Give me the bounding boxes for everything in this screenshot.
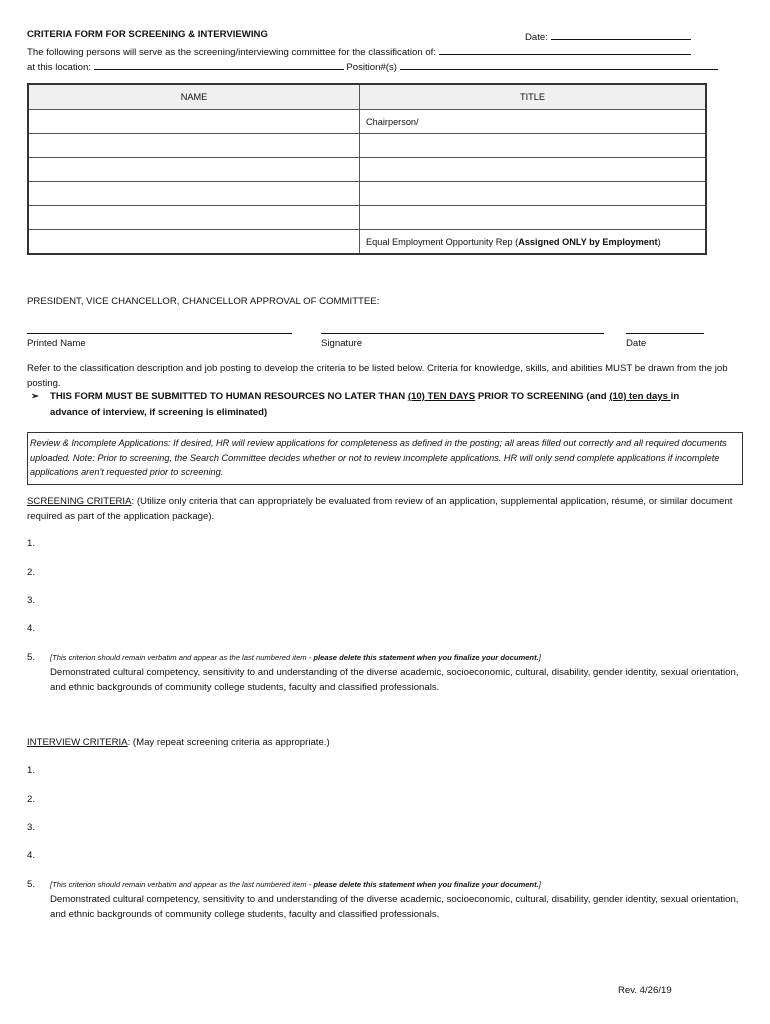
interview-item5-text: Demonstrated cultural competency, sensitivity to and understanding of the diverse academic, socioeconomic, cultural, disability, gender identity, sexual orientation, and ethnic backgrounds of community college students, faculty and classified professionals.: [50, 894, 739, 920]
name-cell[interactable]: [28, 182, 360, 206]
note-text: [This criterion should remain verbatim and appear as the last numbered item -: [50, 653, 314, 662]
title-cell[interactable]: [360, 134, 707, 158]
interview-item-number: 3.: [27, 822, 36, 833]
note-close: ]: [538, 880, 541, 889]
name-cell[interactable]: [28, 230, 360, 255]
approval-date-line[interactable]: [626, 333, 704, 334]
approval-heading: PRESIDENT, VICE CHANCELLOR, CHANCELLOR APPROVAL OF COMMITTEE:: [27, 296, 380, 307]
classification-row: [27, 44, 691, 58]
title-cell[interactable]: Chairperson/: [360, 110, 707, 134]
interview-intro-text: : (May repeat screening criteria as appropriate.): [127, 737, 330, 748]
note-bold: please delete this statement when you finalize your document.: [313, 880, 539, 889]
location-input-line[interactable]: [94, 59, 344, 70]
committee-table: [27, 83, 707, 255]
screening-item-number: 5.: [27, 652, 36, 663]
note-text: [This criterion should remain verbatim and appear as the last numbered item -: [50, 880, 314, 889]
form-title: CRITERIA FORM FOR SCREENING & INTERVIEWING: [27, 29, 268, 40]
table-row: [28, 182, 706, 206]
note-bold: please delete this statement when you finalize your document.: [313, 653, 539, 662]
table-row: [28, 206, 706, 230]
eeo-title-cell[interactable]: [360, 230, 707, 255]
deadline-text-2: PRIOR TO SCREENING (and: [475, 391, 610, 402]
screening-item5-text: Demonstrated cultural competency, sensitivity to and understanding of the diverse academic, socioeconomic, cultural, disability, gender identity, sexual orientation, and ethnic backgrounds of community college students, faculty and classified professionals.: [50, 667, 739, 693]
date-field-row: [525, 29, 691, 43]
deadline-notice: [50, 391, 679, 402]
refer-instructions: Refer to the classification description and job posting to develop the criteria to be listed below. Criteria for knowledge, skills, and abilities MUST be drawn from the job posting.: [27, 363, 728, 389]
title-cell[interactable]: [360, 206, 707, 230]
position-input-line[interactable]: [400, 59, 718, 70]
location-row: [27, 59, 718, 73]
revision-date: Rev. 4/26/19: [618, 985, 672, 996]
title-cell[interactable]: [360, 158, 707, 182]
screening-item-number: 4.: [27, 623, 36, 634]
eeo-suffix: ): [657, 236, 661, 247]
screening-item5-note: [50, 653, 541, 662]
deadline-notice-line2: advance of interview, if screening is eliminated): [50, 407, 268, 418]
interview-item-number: 4.: [27, 850, 36, 861]
approval-date-label: Date: [626, 338, 647, 349]
location-label: at this location:: [27, 62, 91, 73]
table-row: [28, 110, 706, 134]
committee-line: The following persons will serve as the screening/interviewing committee for the classification of:: [27, 47, 436, 58]
title-cell[interactable]: [360, 182, 707, 206]
note-close: ]: [538, 653, 541, 662]
printed-name-line[interactable]: [27, 333, 292, 334]
deadline-text-3: in: [670, 391, 680, 402]
title-column-header: TITLE: [360, 84, 707, 110]
review-incomplete-box: Review & Incomplete Applications: If desired, HR will review applications for completeness as defined in the posting; all areas filled out correctly and all required documents uploaded. Note: Prior to screening, the Search Committee decides whether or not to review incomplete applications. HR will only send complete applications if incomplete applications aren't requested prior to screening.: [27, 432, 743, 485]
interview-item-number: 5.: [27, 879, 36, 890]
screening-item-number: 2.: [27, 567, 36, 578]
classification-input-line[interactable]: [439, 44, 691, 55]
interview-item-number: 2.: [27, 794, 36, 805]
signature-line[interactable]: [321, 333, 604, 334]
deadline-bullet-icon: ➢: [31, 391, 40, 402]
interview-label: INTERVIEW CRITERIA: [27, 737, 128, 748]
deadline-days-2: (10) ten days: [609, 391, 671, 402]
screening-item-number: 1.: [27, 538, 36, 549]
screening-label: SCREENING CRITERIA: [27, 496, 132, 507]
date-input-line[interactable]: [551, 29, 691, 40]
name-cell[interactable]: [28, 110, 360, 134]
deadline-days-1: (10) TEN DAYS: [407, 391, 476, 402]
eeo-bold: Assigned ONLY by Employment: [518, 236, 658, 247]
deadline-text-1: THIS FORM MUST BE SUBMITTED TO HUMAN RESOURCES NO LATER THAN: [50, 391, 408, 402]
name-cell[interactable]: [28, 134, 360, 158]
table-row: [28, 158, 706, 182]
signature-label: Signature: [321, 338, 363, 349]
printed-name-label: Printed Name: [27, 338, 86, 349]
interview-item5-note: [50, 880, 541, 889]
screening-intro-text: : (Utilize only criteria that can appropriately be evaluated from review of an application, supplemental application, résumé, or similar document required as part of the application package).: [27, 496, 733, 522]
eeo-prefix: Equal Employment Opportunity Rep (: [366, 236, 519, 247]
screening-intro: [27, 494, 743, 524]
name-cell[interactable]: [28, 206, 360, 230]
position-label: Position#(s): [346, 62, 397, 73]
table-row: [28, 134, 706, 158]
screening-item-number: 3.: [27, 595, 36, 606]
date-label: Date:: [525, 32, 548, 43]
name-column-header: NAME: [28, 84, 360, 110]
interview-intro: [27, 737, 330, 748]
name-cell[interactable]: [28, 158, 360, 182]
interview-item-number: 1.: [27, 765, 36, 776]
table-row: [28, 230, 706, 255]
table-header-row: [28, 84, 706, 110]
